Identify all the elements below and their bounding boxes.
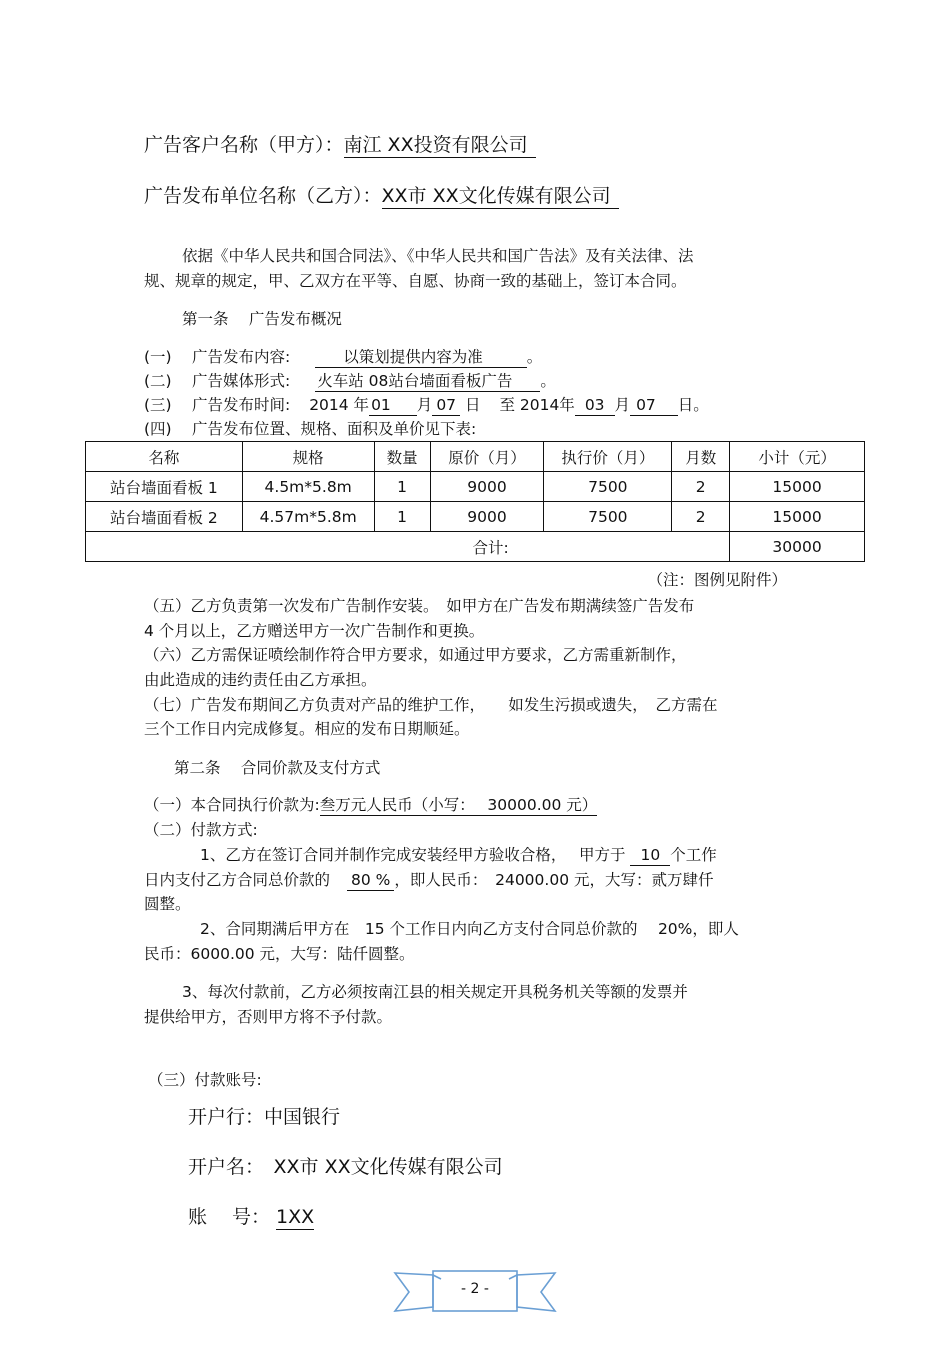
item-2-period: 。	[540, 372, 556, 390]
payment-1-text-c: 日内支付乙方合同总价款的	[144, 871, 331, 889]
cell-orig-price: 9000	[430, 472, 544, 502]
cell-subtotal: 15000	[730, 502, 865, 532]
header-months: 月数	[672, 442, 730, 472]
header-name: 名称	[86, 442, 243, 472]
month-label-2: 月	[614, 396, 631, 414]
item-2-value: 火车站 08站台墙面看板广告	[315, 373, 540, 392]
item-4-label: (四) 广告发布位置、规格、面积及单价见下表:	[144, 420, 477, 438]
start-month: 01	[369, 397, 417, 416]
payment-1-line-1	[200, 843, 717, 866]
start-year: 2014 年	[309, 396, 370, 414]
payment-days: 10	[630, 847, 670, 866]
item-1-value: 以策划提供内容为准	[315, 349, 527, 368]
account-number: 1XX	[276, 1206, 315, 1228]
account-number-label: 账 号：	[188, 1206, 271, 1228]
page-number-ribbon	[393, 1267, 557, 1321]
time-to: 至 2014年	[499, 396, 575, 414]
header-exec-price: 执行价（月）	[544, 442, 672, 472]
payment-method-label: （二）付款方式:	[144, 821, 258, 839]
publisher-name: XX市 XX文化传媒有限公司	[382, 186, 619, 209]
publisher-line	[144, 181, 619, 209]
clause-6-line-1: （六）乙方需保证喷绘制作符合甲方要求，如通过甲方要求，乙方需重新制作，	[144, 646, 687, 664]
client-line	[144, 130, 536, 158]
price-label: （一）本合同执行价款为:	[144, 796, 320, 814]
client-label: 广告客户名称（甲方）：	[144, 134, 344, 156]
table-header-row	[86, 442, 865, 472]
end-day: 07	[630, 397, 678, 416]
article-1-title: 第一条 广告发布概况	[182, 310, 342, 328]
item-1-period: 。	[526, 348, 543, 366]
payment-1-line-3: 圆整。	[144, 895, 191, 913]
cell-exec-price: 7500	[544, 502, 672, 532]
cell-name: 站台墙面看板 2	[86, 502, 243, 532]
cell-name: 站台墙面看板 1	[86, 472, 243, 502]
payment-1-text-d: ，即人民币： 24000.00 元，大写：贰万肆仟	[394, 871, 714, 889]
payment-3-line-2: 提供给甲方，否则甲方将不予付款。	[144, 1008, 393, 1026]
item-3	[144, 393, 709, 416]
month-label-1: 月	[416, 396, 433, 414]
start-day: 07	[432, 397, 460, 416]
table-total-row	[86, 532, 865, 562]
intro-line-2: 规、规章的规定，甲、乙双方在平等、自愿、协商一致的基础上，签订本合同。	[144, 272, 687, 290]
total-value: 30000	[730, 532, 865, 562]
publisher-label: 广告发布单位名称（乙方）：	[144, 185, 382, 207]
payment-2-line-2: 民币：6000.00 元，大写：陆仟圆整。	[144, 945, 415, 963]
cell-qty: 1	[374, 502, 430, 532]
item-1-label: (一) 广告发布内容:	[144, 348, 291, 366]
contract-price	[144, 793, 597, 816]
cell-spec: 4.57m*5.8m	[242, 502, 374, 532]
clause-7-line-1: （七）广告发布期间乙方负责对产品的维护工作， 如发生污损或遗失， 乙方需在	[144, 696, 718, 714]
account-number-line	[188, 1202, 314, 1230]
bank-name: 开户行：中国银行	[188, 1106, 341, 1128]
header-subtotal: 小计（元）	[730, 442, 865, 472]
end-suffix: 日。	[677, 396, 709, 414]
day-label-1: 日	[464, 396, 481, 414]
clause-6-line-2: 由此造成的违约责任由乙方承担。	[144, 671, 377, 689]
client-name: 南江 XX投资有限公司	[344, 135, 536, 158]
end-month: 03	[575, 397, 615, 416]
item-2	[144, 369, 556, 392]
item-2-label: (二) 广告媒体形式:	[144, 372, 291, 390]
header-qty: 数量	[374, 442, 430, 472]
clause-5-line-1: （五）乙方负责第一次发布广告制作安装。 如甲方在广告发布期满续签广告发布	[144, 597, 695, 615]
item-1	[144, 345, 542, 368]
payment-1-line-2	[144, 868, 713, 891]
price-value: 叁万元人民币（小写： 30000.00 元）	[319, 796, 598, 814]
payment-2-line-1: 2、合同期满后甲方在 15 个工作日内向乙方支付合同总价款的 20%，即人	[200, 920, 739, 938]
cell-spec: 4.5m*5.8m	[242, 472, 374, 502]
payment-percent: 80 %	[347, 872, 394, 891]
item-3-label: (三) 广告发布时间:	[144, 396, 291, 414]
intro-line-1: 依据《中华人民共和国合同法》、《中华人民共和国广告法》及有关法律、法	[182, 247, 694, 265]
header-orig-price: 原价（月）	[430, 442, 544, 472]
payment-1-text-a: 1、乙方在签订合同并制作完成安装经甲方验收合格， 甲方于	[200, 846, 626, 864]
clause-7-line-2: 三个工作日内完成修复。相应的发布日期顺延。	[144, 720, 470, 738]
cell-qty: 1	[374, 472, 430, 502]
page-number: - 2 -	[461, 1281, 489, 1297]
total-label: 合计:	[86, 532, 730, 562]
cell-subtotal: 15000	[730, 472, 865, 502]
table-note: （注：图例见附件）	[647, 571, 787, 589]
article-2-title: 第二条 合同价款及支付方式	[174, 759, 381, 777]
table-row	[86, 502, 865, 532]
cell-months: 2	[672, 472, 730, 502]
table-row	[86, 472, 865, 502]
payment-1-text-b: 个工作	[670, 846, 717, 864]
account-name: 开户名： XX市 XX文化传媒有限公司	[188, 1156, 503, 1178]
cell-orig-price: 9000	[430, 502, 544, 532]
cell-exec-price: 7500	[544, 472, 672, 502]
header-spec: 规格	[242, 442, 374, 472]
clause-5-line-2: 4 个月以上，乙方赠送甲方一次广告制作和更换。	[144, 622, 485, 640]
account-label: （三）付款账号:	[148, 1071, 262, 1089]
ad-table	[85, 441, 865, 562]
cell-months: 2	[672, 502, 730, 532]
payment-3-line-1: 3、每次付款前，乙方必须按南江县的相关规定开具税务机关等额的发票并	[182, 983, 688, 1001]
